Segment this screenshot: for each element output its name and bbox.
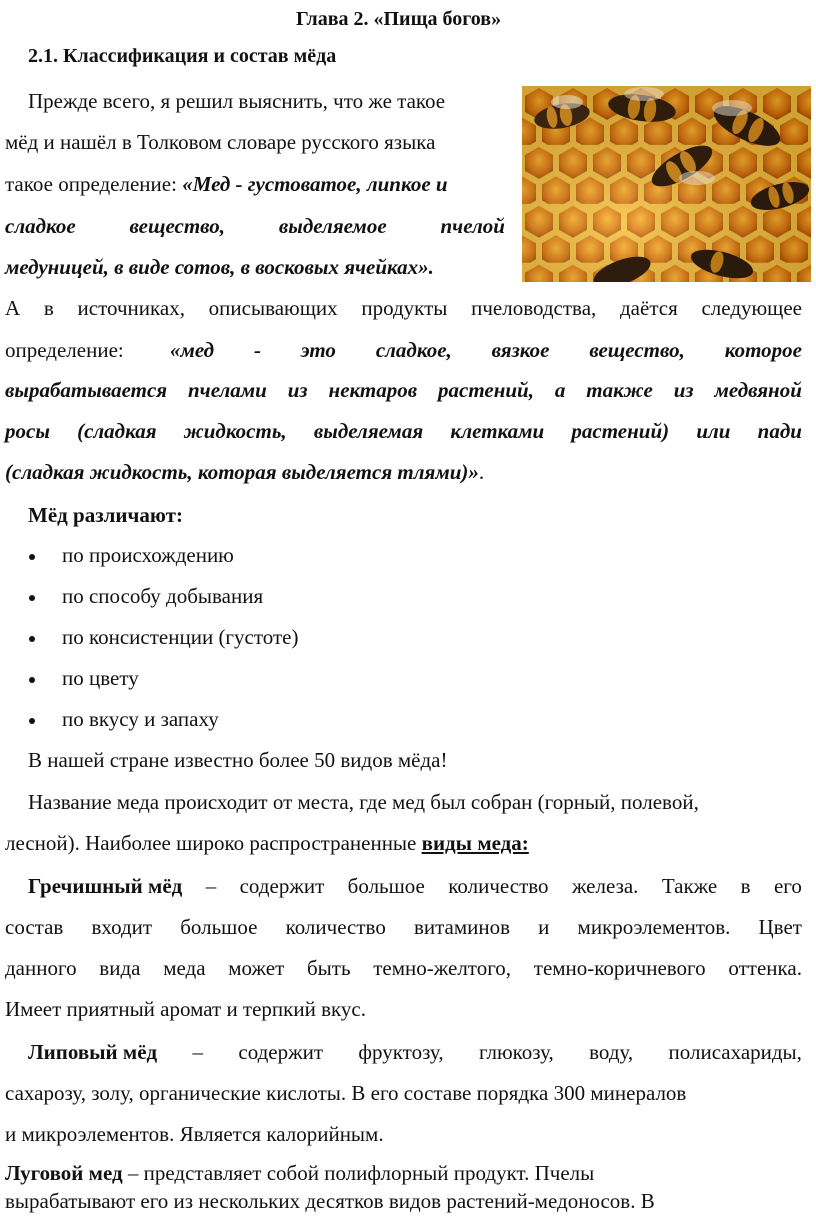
name-para-line-2: [5, 833, 529, 854]
buckwheat-line-3: [5, 958, 802, 979]
intro-line-3: [5, 174, 448, 195]
word: клетками: [450, 419, 545, 443]
word: пчелами: [188, 378, 267, 402]
word: а: [554, 378, 566, 402]
list-item: по вкусу и запаху: [62, 707, 219, 731]
word: вырабатывается: [5, 378, 168, 402]
word: его: [773, 874, 802, 898]
word: пади: [757, 419, 802, 443]
buckwheat-line-4: Имеет приятный аромат и терпкий вкус.: [5, 997, 366, 1021]
word: Цвет: [758, 915, 802, 939]
word: содержит: [238, 1040, 324, 1064]
linden-line-1: [28, 1042, 802, 1063]
intro-line-6: [5, 298, 802, 319]
word: содержит: [239, 874, 325, 898]
word: может: [228, 956, 285, 980]
intro-line-3-text: такое определение:: [5, 172, 177, 196]
list-item: по способу добывания: [62, 584, 264, 608]
bullet-icon: [29, 595, 35, 601]
buckwheat-line-2: [5, 917, 802, 938]
word: в: [740, 874, 751, 898]
word: вещество,: [589, 338, 685, 362]
word: или: [696, 419, 731, 443]
word: Также: [661, 874, 718, 898]
intro-line-7-label: определение:: [5, 338, 124, 362]
word: железа.: [571, 874, 639, 898]
word: «мед: [170, 338, 215, 362]
word: микроэлементов.: [577, 915, 731, 939]
buckwheat-line-1: [28, 876, 802, 897]
period: .: [478, 460, 485, 484]
word: продукты: [361, 296, 448, 320]
word: даётся: [620, 296, 678, 320]
section-title: 2.1. Классификация и состав мёда: [28, 45, 337, 67]
bullet-icon: [29, 677, 35, 683]
list-item: по происхождению: [62, 543, 234, 567]
bullet-icon: [29, 718, 35, 724]
word: меда: [163, 956, 206, 980]
word: количество: [285, 915, 386, 939]
bullet-icon: [29, 554, 35, 560]
count-line: В нашей стране известно более 50 видов мёда!: [28, 748, 448, 772]
honey-types-heading: виды меда:: [421, 831, 529, 855]
intro-line-10: [5, 462, 484, 483]
word: в: [43, 296, 54, 320]
word: (сладкая: [77, 419, 157, 443]
definition-quote-end: (сладкая жидкость, которая выделяется тлями)»: [5, 460, 479, 484]
honeycomb-photo: [522, 86, 811, 282]
word: данного: [5, 956, 77, 980]
word: росы: [5, 419, 50, 443]
word: витаминов: [413, 915, 511, 939]
intro-line-7: [170, 340, 802, 361]
list-item: по цвету: [62, 666, 139, 690]
intro-line-4: [5, 216, 505, 237]
intro-line-8: [5, 380, 802, 401]
meadow-text: – представляет собой полифлорный продукт. Пчелы: [122, 1161, 595, 1185]
word: выделяемое: [278, 214, 387, 238]
word: фруктозу,: [358, 1040, 444, 1064]
word: воду,: [589, 1040, 634, 1064]
intro-line-2: мёд и нашёл в Толковом словаре русского языка: [5, 130, 436, 154]
word: растений): [571, 419, 670, 443]
word: оттенка.: [728, 956, 802, 980]
word: темно-желтого,: [373, 956, 512, 980]
word: темно-коричневого: [533, 956, 706, 980]
word: полисахариды,: [668, 1040, 802, 1064]
linden-term: Липовый мёд: [28, 1040, 158, 1064]
word: медвяной: [714, 378, 802, 402]
word: пчеловодства,: [471, 296, 597, 320]
name-para-text: лесной). Наиболее широко распространенные: [5, 831, 417, 855]
word: описывающих: [208, 296, 338, 320]
word: растений,: [438, 378, 534, 402]
meadow-line-1: [5, 1163, 594, 1184]
definition-quote-start: «Мед - густоватое, липкое и: [182, 172, 448, 196]
word: выделяемая: [313, 419, 424, 443]
word: вида: [99, 956, 141, 980]
word: –: [192, 1040, 204, 1064]
list-item: по консистенции (густоте): [62, 625, 299, 649]
word: сладкое: [5, 214, 76, 238]
meadow-line-2: вырабатывают его из нескольких десятков видов растений-медоносов. В: [5, 1189, 655, 1213]
word: из: [287, 378, 308, 402]
word: -: [254, 338, 262, 362]
word: вязкое: [491, 338, 550, 362]
word: и: [538, 915, 550, 939]
word: это: [300, 338, 336, 362]
types-heading: Мёд различают:: [28, 503, 183, 527]
word: пчелой: [440, 214, 505, 238]
word: большое: [180, 915, 258, 939]
word: входит: [91, 915, 153, 939]
word: быть: [306, 956, 351, 980]
word: –: [205, 874, 217, 898]
word: большое: [347, 874, 425, 898]
word: нектаров: [328, 378, 418, 402]
word: А: [5, 296, 21, 320]
word: глюкозу,: [478, 1040, 554, 1064]
linden-line-2: сахарозу, золу, органические кислоты. В его составе порядка 300 минералов: [5, 1081, 687, 1105]
intro-line-5: медуницей, в виде сотов, в восковых ячейках».: [5, 255, 434, 279]
chapter-title: Глава 2. «Пища богов»: [296, 8, 502, 30]
buckwheat-term: Гречишный мёд: [28, 874, 183, 898]
name-para-line-1: Название меда происходит от места, где мед был собран (горный, полевой,: [28, 790, 699, 814]
intro-line-9: [5, 421, 802, 442]
intro-line-1: Прежде всего, я решил выяснить, что же такое: [28, 89, 446, 113]
word: которое: [724, 338, 802, 362]
word: следующее: [701, 296, 802, 320]
meadow-term: Луговой мед: [5, 1161, 123, 1185]
word: количество: [448, 874, 549, 898]
word: жидкость,: [183, 419, 287, 443]
word: состав: [5, 915, 64, 939]
word: источниках,: [77, 296, 185, 320]
word: вещество,: [129, 214, 226, 238]
word: также: [586, 378, 653, 402]
word: сладкое,: [375, 338, 452, 362]
bullet-icon: [29, 636, 35, 642]
linden-line-3: и микроэлементов. Является калорийным.: [5, 1122, 384, 1146]
word: из: [673, 378, 694, 402]
